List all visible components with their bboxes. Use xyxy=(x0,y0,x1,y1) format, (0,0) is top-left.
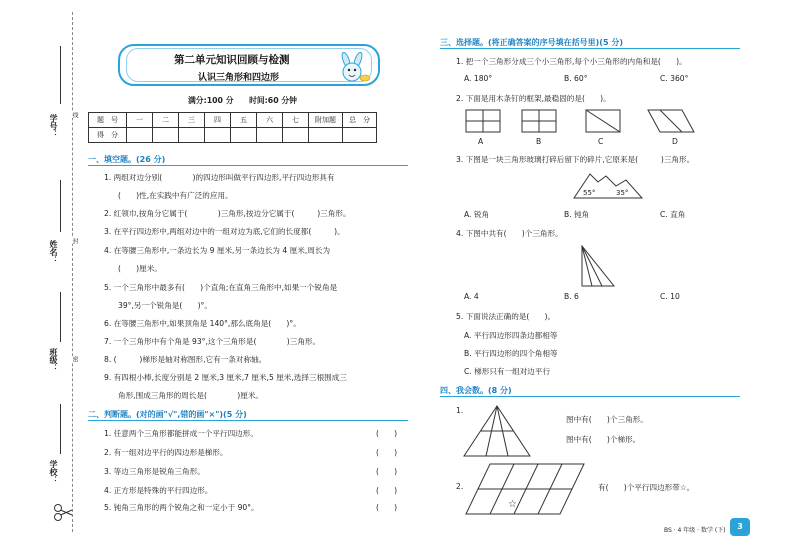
section-underline xyxy=(440,48,740,49)
score-cell: 五 xyxy=(231,113,257,128)
binding-char-seal: 封 xyxy=(71,238,78,244)
fill-q8: 8. ( )梯形是轴对称图形,它有一条对称轴。 xyxy=(104,355,267,364)
score-cell: 七 xyxy=(283,113,309,128)
score-input-cell[interactable] xyxy=(179,128,205,143)
score-cell: 总 分 xyxy=(343,113,377,128)
score-cell: 附加题 xyxy=(309,113,343,128)
binding-char-line: 线 xyxy=(71,112,78,118)
choice-q1-option-c[interactable]: C. 360° xyxy=(660,74,689,83)
choice-q2-option-b[interactable]: B xyxy=(536,137,542,146)
score-cell: 二 xyxy=(153,113,179,128)
fill-q3: 3. 在平行四边形中,两组对边中的一组对边为底,它们的长度都( )。 xyxy=(104,227,345,236)
score-input-cell[interactable] xyxy=(343,128,377,143)
page-title: 第二单元知识回顾与检测 xyxy=(174,54,290,66)
judge-q4: 4. 正方形是特殊的平行四边形。 xyxy=(104,486,213,495)
judge-q2: 2. 有一组对边平行的四边形是梯形。 xyxy=(104,448,228,457)
choice-q1: 1. 把一个三角形分成三个小三角形,每个小三角形的内角和是( )。 xyxy=(456,57,687,66)
frame-figure-b xyxy=(522,110,556,132)
choice-q3: 3. 下图是一块三角形玻璃打碎后留下的碎片,它原来是( )三角形。 xyxy=(456,155,695,164)
section-underline xyxy=(88,165,408,166)
score-input-cell[interactable] xyxy=(205,128,231,143)
fill-q7: 7. 一个三角形中有个角是 93°,这个三角形是( )三角形。 xyxy=(104,337,321,346)
score-cell: 题 号 xyxy=(89,113,127,128)
footer-text: BS · 4 年级 · 数学 (下) xyxy=(664,527,726,534)
judge-q1: 1. 任意两个三角形都能拼成一个平行四边形。 xyxy=(104,429,258,438)
score-table-score-row xyxy=(89,128,377,143)
score-input-cell[interactable] xyxy=(231,128,257,143)
frame-figure-a xyxy=(466,110,500,132)
score-cell: 四 xyxy=(205,113,231,128)
count-q1-number: 1. xyxy=(456,406,464,415)
count-q2-text: 有( )个平行四边形带☆。 xyxy=(598,483,695,492)
exam-meta: 满分:100 分 时间:60 分钟 xyxy=(188,96,297,105)
choice-q1-option-b[interactable]: B. 60° xyxy=(564,74,588,83)
choice-q4: 4. 下图中共有( )个三角形。 xyxy=(456,229,563,238)
score-table xyxy=(88,112,377,143)
pyramid-figure xyxy=(462,404,532,460)
choice-q2-option-a[interactable]: A xyxy=(478,137,484,146)
school-blank[interactable] xyxy=(60,404,61,454)
school-label: 学校： xyxy=(49,460,58,484)
page-subtitle: 认识三角形和四边形 xyxy=(198,73,280,83)
triangle-count-figure xyxy=(580,244,616,288)
choice-q3-option-a[interactable]: A. 锐角 xyxy=(464,210,490,219)
fill-q1-line2: ( )性,在实践中有广泛的应用。 xyxy=(118,191,233,200)
score-table-header-row xyxy=(89,113,377,128)
choice-q4-option-a[interactable]: A. 4 xyxy=(464,292,479,301)
frame-figure-c xyxy=(586,110,620,132)
judge-answer-box[interactable]: ( ) xyxy=(376,486,398,495)
section-title-fill-blank: 一、填空题。(26 分) xyxy=(88,155,166,164)
fill-q5-line1: 5. 一个三角形中最多有( )个直角;在直角三角形中,如果一个锐角是 xyxy=(104,283,338,292)
broken-glass-figure xyxy=(570,168,646,204)
score-cell: 六 xyxy=(257,113,283,128)
section-title-true-false: 二、判断题。(对的画"√",错的画"×")(5 分) xyxy=(88,410,247,419)
student-number-label: 学号： xyxy=(49,114,58,138)
fill-q1-line1: 1. 两组对边分别( )的四边形叫做平行四边形,平行四边形具有 xyxy=(104,173,335,182)
class-blank[interactable] xyxy=(60,292,61,342)
name-label: 姓名： xyxy=(49,240,58,264)
choice-q4-option-b[interactable]: B. 6 xyxy=(564,292,579,301)
fill-q2: 2. 红领巾,按角分它属于( )三角形,按边分它属于( )三角形。 xyxy=(104,209,351,218)
choice-q5: 5. 下面说法正确的是( )。 xyxy=(456,312,556,321)
section-title-choice: 三、选择题。(将正确答案的序号填在括号里)(5 分) xyxy=(440,38,623,47)
judge-answer-box[interactable]: ( ) xyxy=(376,429,398,438)
fill-q4-line2: ( )厘米。 xyxy=(118,264,162,273)
score-cell: 得 分 xyxy=(89,128,127,143)
choice-q2-option-c[interactable]: C xyxy=(598,137,604,146)
score-cell: 一 xyxy=(127,113,153,128)
fill-q5-line2: 39°,另一个锐角是( )°。 xyxy=(118,301,212,310)
fill-q4-line1: 4. 在等腰三角形中,一条边长为 9 厘米,另一条边长为 4 厘米,周长为 xyxy=(104,246,331,255)
count-q1-trapezoids: 图中有( )个梯形。 xyxy=(566,435,641,444)
score-input-cell[interactable] xyxy=(257,128,283,143)
class-label: 班级： xyxy=(49,348,58,372)
choice-q4-option-c[interactable]: C. 10 xyxy=(660,292,680,301)
score-input-cell[interactable] xyxy=(283,128,309,143)
frame-figure-d xyxy=(648,110,694,132)
judge-answer-box[interactable]: ( ) xyxy=(376,503,398,512)
section-underline xyxy=(88,420,408,421)
count-q1-triangles: 图中有( )个三角形。 xyxy=(566,415,648,424)
glass-angle-left: 55° xyxy=(583,189,596,197)
choice-q1-option-a[interactable]: A. 180° xyxy=(464,74,493,83)
fill-q6: 6. 在等腰三角形中,如果顶角是 140°,那么底角是( )°。 xyxy=(104,319,301,328)
star-icon: ☆ xyxy=(508,499,517,510)
binding-dashed-line xyxy=(72,12,73,532)
choice-q2: 2. 下面是用木条钉的框架,最稳固的是( )。 xyxy=(456,94,611,103)
name-blank[interactable] xyxy=(60,180,61,232)
score-input-cell[interactable] xyxy=(153,128,179,143)
page-number-badge: 3 xyxy=(730,518,750,536)
score-cell: 三 xyxy=(179,113,205,128)
section-title-count: 四、我会数。(8 分) xyxy=(440,386,512,395)
glass-angle-right: 35° xyxy=(616,189,629,197)
parallelogram-grid-figure xyxy=(464,462,588,518)
judge-q5: 5. 钝角三角形的两个锐角之和一定小于 90°。 xyxy=(104,503,259,512)
count-q2-number: 2. xyxy=(456,482,464,491)
fill-q9-line2: 角形,围成三角形的周长是( )厘米。 xyxy=(118,391,264,400)
choice-q3-option-c[interactable]: C. 直角 xyxy=(660,210,686,219)
frame-figures xyxy=(460,108,740,138)
rabbit-mascot-icon xyxy=(336,52,372,86)
scissors-icon xyxy=(52,502,74,522)
student-number-blank[interactable] xyxy=(60,46,61,104)
score-input-cell[interactable] xyxy=(309,128,343,143)
judge-answer-box[interactable]: ( ) xyxy=(376,448,398,457)
judge-q3: 3. 等边三角形是锐角三角形。 xyxy=(104,467,205,476)
section-underline xyxy=(440,396,740,397)
fill-q9-line1: 9. 有四根小棒,长度分别是 2 厘米,3 厘米,7 厘米,5 厘米,选择三根围成三 xyxy=(104,373,347,382)
choice-q5-option-a[interactable]: A. 平行四边形四条边都相等 xyxy=(464,331,558,340)
choice-q5-option-c[interactable]: C. 梯形只有一组对边平行 xyxy=(464,367,551,376)
choice-q3-option-b[interactable]: B. 钝角 xyxy=(564,210,590,219)
judge-answer-box[interactable]: ( ) xyxy=(376,467,398,476)
binding-char-secret: 密 xyxy=(71,356,78,362)
score-input-cell[interactable] xyxy=(127,128,153,143)
choice-q2-option-d[interactable]: D xyxy=(672,137,678,146)
choice-q5-option-b[interactable]: B. 平行四边形的四个角相等 xyxy=(464,349,558,358)
